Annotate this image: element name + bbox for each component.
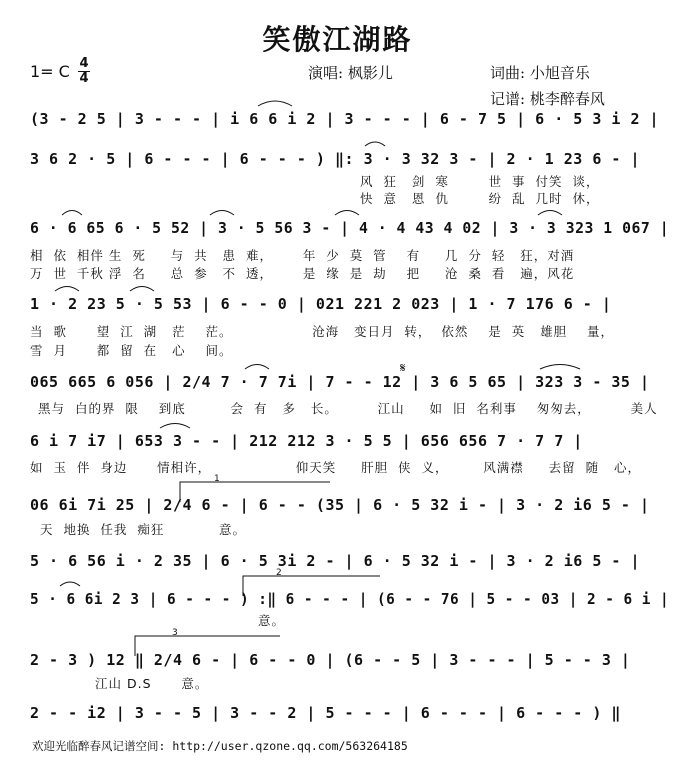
staff-row-2: 3 6 2 · 5 | 6 - - - | 6 - - - ) ‖: 3 · 3 32 3 - | 2 · 1 23 6 - | bbox=[30, 150, 640, 168]
lyric-line-3: 相 依 相伴 生 死 与 共 患 难， 年 少 莫 管 有 几 分 轻 狂，对酒 bbox=[30, 248, 575, 263]
volta-bracket-1 bbox=[180, 482, 330, 502]
staff-row-4: 1 · 2 23 5 · 5 53 | 6 - - 0 | 021 221 2 023 | 1 · 7 176 6 - | bbox=[30, 295, 612, 313]
staff-row-3: 6 · 6 65 6 · 5 52 | 3 · 5 56 3 - | 4 · 4 43 4 02 | 3 · 3 323 1 067 | bbox=[30, 219, 670, 237]
singer-credit: 演唱: 枫影儿 bbox=[308, 64, 393, 82]
slur bbox=[60, 582, 80, 586]
lyric-line-7: 黑与 白的界 限 到底 会 有 多 长。 江山 如 旧 名利事 匆匆去， 美人 bbox=[38, 401, 658, 416]
slur bbox=[62, 211, 82, 216]
slur bbox=[245, 365, 269, 370]
lyric-line-9: 天 地换 任我 痴狂 意。 bbox=[40, 522, 247, 537]
staff-row-9: 5 · 6 6i 2 3 | 6 - - - ) :‖ 6 - - - | (6 - - 76 | 5 - - 03 | 2 - 6 i | bbox=[30, 590, 670, 608]
slur bbox=[160, 424, 190, 429]
lyric-line-4: 万 世 千秋 浮 名 总 参 不 透， 是 缘 是 劫 把 沧 桑 看 遍，风花 bbox=[30, 266, 575, 281]
lyric-line-10: 意。 bbox=[258, 613, 286, 628]
time-signature-top: 4 bbox=[79, 56, 89, 71]
slur bbox=[55, 287, 79, 292]
composer-credit: 词曲: 小旭音乐 bbox=[490, 64, 590, 82]
footer-credit: 欢迎光临醉春风记谱空间: http://user.qzone.qq.com/563264185 bbox=[32, 739, 408, 753]
volta-bracket-2 bbox=[243, 576, 380, 596]
lyric-line-1: 风 狂 剑 寒 世 事 付笑 谈， bbox=[360, 174, 600, 189]
staff-row-10: 2 - 3 ) 12 ‖ 2/4 6 - | 6 - - 0 | (6 - - 5 | 3 - - - | 5 - - 3 | bbox=[30, 651, 631, 669]
lyric-line-6: 雪 月 都 留 在 心 间。 bbox=[30, 343, 233, 358]
staff-row-7: 06 6i 7i 25 | 2/4 6 - | 6 - - (35 | 6 · 5 32 i - | 3 · 2 i6 5 - | bbox=[30, 496, 650, 514]
volta-bracket-3 bbox=[135, 636, 280, 656]
lyric-line-5: 当 歌 望 江 湖 茫 茫。 沧海 变日月 转， 依然 是 英 雄胆 量， bbox=[30, 324, 615, 339]
slur bbox=[538, 211, 562, 216]
staff-row-11: 2 - - i2 | 3 - - 5 | 3 - - 2 | 5 - - - | 6 - - - | 6 - - - ) ‖ bbox=[30, 704, 621, 722]
lyric-line-2: 快 意 恩 仇 纷 乱 几时 休， bbox=[360, 191, 600, 206]
lyric-line-11: 江山 D.S 意。 bbox=[95, 676, 209, 691]
slur bbox=[130, 287, 154, 292]
volta-number-1: 1 bbox=[214, 474, 220, 484]
slur bbox=[258, 101, 292, 106]
staff-row-8: 5 · 6 56 i · 2 35 | 6 · 5 3i 2 - | 6 · 5 32 i - | 3 · 2 i6 5 - | bbox=[30, 552, 640, 570]
staff-row-5: 065 665 6 056 | 2/4 7 · 7 7i | 7 - - 12 | 3 6 5 65 | 323 3 - 35 | bbox=[30, 373, 650, 391]
volta-number-2: 2 bbox=[276, 568, 282, 578]
time-signature-bottom: 4 bbox=[79, 71, 89, 86]
page-title: 笑傲江湖路 bbox=[262, 23, 413, 56]
key-signature: 1= C bbox=[30, 62, 70, 81]
segno-icon: 𝄋 bbox=[400, 361, 406, 376]
slur bbox=[540, 365, 580, 370]
transcriber-credit: 记谱: 桃李醉春风 bbox=[490, 90, 605, 108]
slur bbox=[335, 211, 359, 216]
lyric-line-8: 如 玉 伴 身边 情相许， 仰天笑 肝胆 侠 义， 风满襟 去留 随 心， bbox=[30, 460, 642, 475]
slur bbox=[365, 142, 385, 146]
slur bbox=[210, 211, 234, 216]
staff-row-1: (3 - 2 5 | 3 - - - | i 6 6 i 2 | 3 - - - | 6 - 7 5 | 6 · 5 3 i 2 | bbox=[30, 110, 660, 128]
staff-row-6: 6 i 7 i7 | 653 3 - - | 212 212 3 · 5 5 | 656 656 7 · 7 7 | bbox=[30, 432, 583, 450]
volta-number-3: 3 bbox=[172, 628, 178, 638]
